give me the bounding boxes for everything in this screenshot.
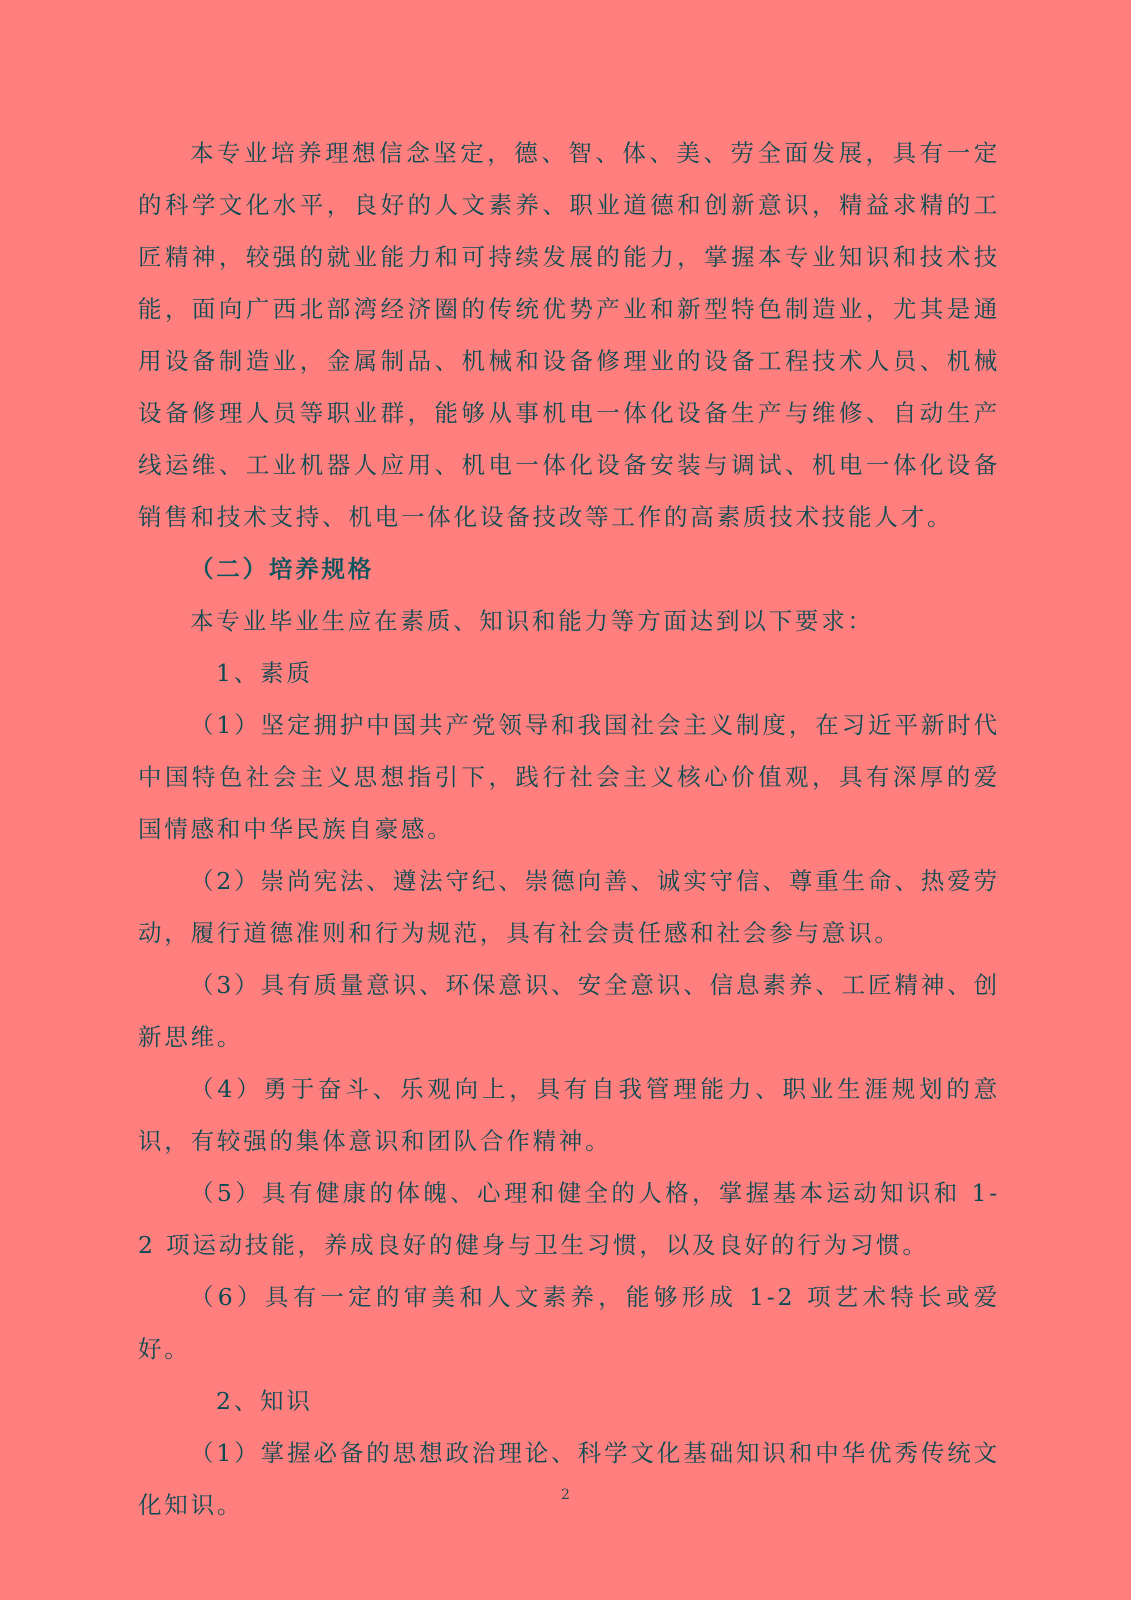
quality-item-6: （6）具有一定的审美和人文素养，能够形成 1-2 项艺术特长或爱好。 [138,1283,1000,1363]
page-number: 2 [561,1487,570,1503]
intro-paragraph: 本专业培养理想信念坚定，德、智、体、美、劳全面发展，具有一定的科学文化水平，良好的人文素养、职业道德和创新意识，精益求精的工匠精神，较强的就业能力和可持续发展的能力，掌握本专业知识和技术技能，面向广西北部湾经济圈的传统优势产业和新型特色制造业，尤其是通用设备制造业，金属制品、机械和设备修理业的设备工程技术人员、机械设备修理人员等职业群，能够从事机电一体化设备生产与维修、自动生产线运维、工业机器人应用、机电一体化设备安装与调试、机电一体化设备销售和技术支持、机电一体化设备技改等工作的高素质技术技能人才。 [138,139,1000,531]
quality-item-3: （3）具有质量意识、环保意识、安全意识、信息素养、工匠精神、创新思维。 [138,971,1000,1051]
knowledge-heading: 2、知识 [216,1387,313,1415]
knowledge-item-1: （1）掌握必备的思想政治理论、科学文化基础知识和中华优秀传统文化知识。 [138,1439,1000,1519]
quality-heading: 1、素质 [216,659,313,687]
quality-item-1: （1）坚定拥护中国共产党领导和我国社会主义制度，在习近平新时代中国特色社会主义思想指引下，践行社会主义核心价值观，具有深厚的爱国情感和中华民族自豪感。 [138,711,1000,843]
document-page [138,127,1000,1531]
quality-item-2: （2）崇尚宪法、遵法守纪、崇德向善、诚实守信、尊重生命、热爱劳动，履行道德准则和行为规范，具有社会责任感和社会参与意识。 [138,867,1000,947]
quality-item-4: （4）勇于奋斗、乐观向上，具有自我管理能力、职业生涯规划的意识，有较强的集体意识和团队合作精神。 [138,1075,1000,1155]
section-heading: （二）培养规格 [190,555,375,583]
quality-item-5: （5）具有健康的体魄、心理和健全的人格，掌握基本运动知识和 1-2 项运动技能，养成良好的健身与卫生习惯，以及良好的行为习惯。 [138,1179,1000,1259]
requirements-intro: 本专业毕业生应在素质、知识和能力等方面达到以下要求： [190,607,874,635]
